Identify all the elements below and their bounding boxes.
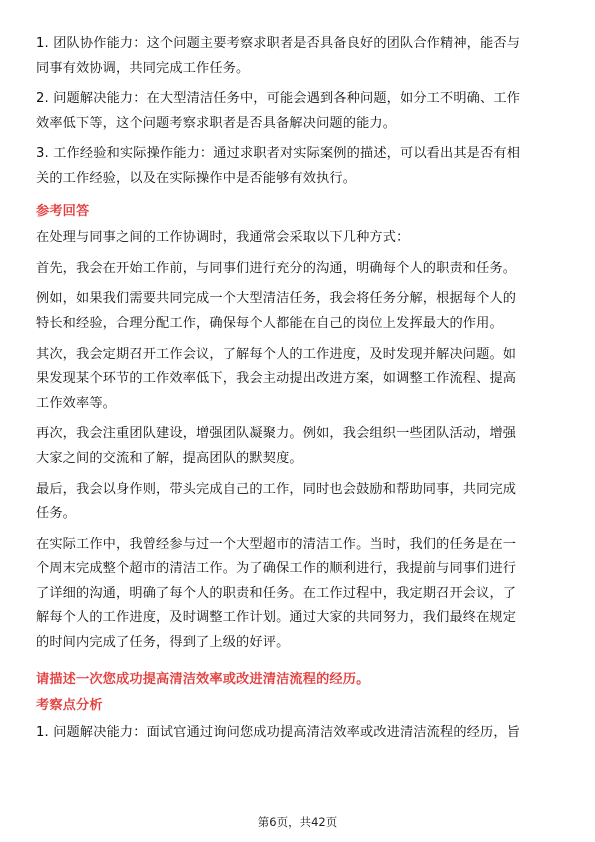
analysis-item-line: 2. 问题解决能力：在大型清洁任务中，可能会遇到各种问题，如分工不明确、工作 <box>36 91 521 107</box>
answer-line: 再次，我会注重团队建设，增强团队凝聚力。例如，我会组织一些团队活动，增强 <box>36 426 517 442</box>
answer-line: 其次，我会定期召开工作会议，了解每个人的工作进度，及时发现并解决问题。如 <box>36 346 517 362</box>
answer-line: 果发现某个环节的工作效率低下，我会主动提出改进方案，如调整工作流程、提高 <box>36 371 517 387</box>
answer-line: 解每个人的工作进度，及时调整工作计划。通过大家的共同努力，我们最终在规定 <box>36 610 517 626</box>
page-number: 第6页，共42页 <box>257 815 338 829</box>
answer-line: 最后，我会以身作则，带头完成自己的工作，同时也会鼓励和帮助同事，共同完成 <box>36 481 517 497</box>
analysis-item-line: 效率低下等，这个问题考察求职者是否具备解决问题的能力。 <box>36 115 397 131</box>
analysis-item-line: 1. 问题解决能力：面试官通过询问您成功提高清洁效率或改进清洁流程的经历，旨 <box>36 724 521 740</box>
answer-line: 个周末完成整个超市的清洁工作。为了确保工作的顺利进行，我提前与同事们进行 <box>36 561 517 577</box>
answer-heading: 参考回答 <box>36 203 90 219</box>
question-title: 请描述一次您成功提高清洁效率或改进清洁流程的经历。 <box>36 671 370 687</box>
answer-body <box>36 226 560 656</box>
analysis-item-line: 关的工作经验，以及在实际操作中是否能够有效执行。 <box>36 170 357 186</box>
analysis-heading: 考察点分析 <box>36 698 103 714</box>
answer-line: 在实际工作中，我曾经参与过一个大型超市的清洁工作。当时，我们的任务是在一 <box>36 536 517 552</box>
page-content <box>36 32 560 745</box>
answer-line: 在处理与同事之间的工作协调时，我通常会采取以下几种方式： <box>36 230 410 246</box>
answer-line: 了详细的沟通，明确了每个人的职责和任务。在工作过程中，我定期召开会议，了 <box>36 585 517 601</box>
analysis-item-line: 同事有效协调，共同完成工作任务。 <box>36 60 250 76</box>
answer-line: 任务。 <box>36 506 77 522</box>
answer-line: 首先，我会在开始工作前，与同事们进行充分的沟通，明确每个人的职责和任务。 <box>36 260 517 276</box>
answer-line: 例如，如果我们需要共同完成一个大型清洁任务，我会将任务分解，根据每个人的 <box>36 291 517 307</box>
answer-line: 大家之间的交流和了解，提高团队的默契度。 <box>36 450 303 466</box>
analysis-item-line: 1. 团队协作能力：这个问题主要考察求职者是否具备良好的团队合作精神，能否与 <box>36 36 521 51</box>
answer-line: 特长和经验，合理分配工作，确保每个人都能在自己的岗位上发挥最大的作用。 <box>36 315 503 331</box>
analysis-item-line: 3. 工作经验和实际操作能力：通过求职者对实际案例的描述，可以看出其是否有相 <box>36 146 521 162</box>
answer-line: 工作效率等。 <box>36 395 117 411</box>
answer-line: 的时间内完成了任务，得到了上级的好评。 <box>36 635 290 651</box>
analysis-list <box>36 32 560 192</box>
